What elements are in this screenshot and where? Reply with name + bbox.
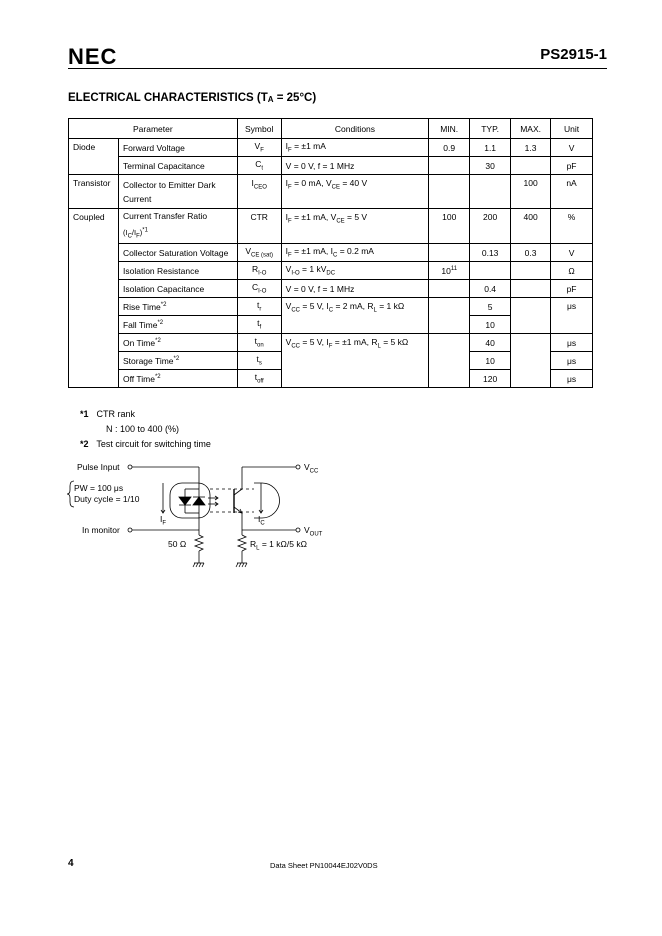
max-cell: 400 [511, 209, 551, 244]
symbol-cell [237, 334, 281, 352]
cond-sub: F [288, 184, 292, 191]
pulse-input-label: Pulse Input [77, 462, 120, 472]
cond: = ±1 mA, R [332, 337, 378, 347]
min-cell: 0.9 [429, 139, 470, 157]
cond: I [285, 178, 289, 188]
min-exp: 11 [450, 265, 458, 272]
in-monitor-terminal [128, 528, 132, 532]
cond-sub: L [377, 343, 381, 350]
duty-label: Duty cycle = 1/10 [74, 494, 140, 504]
param: Fall Time [122, 319, 158, 330]
cond: I [285, 141, 289, 152]
p2-mid: /I [131, 227, 137, 237]
max-cell [511, 280, 551, 298]
table-row [69, 334, 593, 352]
cond: I [285, 212, 289, 222]
sym-sub: t [261, 165, 264, 172]
sym: I [251, 178, 254, 188]
sym-sub: off [257, 378, 264, 385]
symbol-cell [237, 262, 281, 280]
sym-sub: CE (sat) [251, 252, 274, 259]
param-cell: Forward Voltage [118, 139, 237, 157]
footnote-ref: *2 [155, 337, 161, 344]
param-cell [118, 298, 237, 316]
cond-sub: F [288, 252, 292, 259]
max-cell: 1.3 [511, 139, 551, 157]
min-cell [429, 262, 470, 280]
sym: t [254, 336, 258, 347]
led-2-icon [193, 497, 205, 505]
symbol-cell [237, 157, 281, 175]
led-1-icon [179, 497, 191, 505]
table-row [69, 175, 593, 209]
max-cell: 100 [511, 175, 551, 209]
part-number: PS2915-1 [540, 46, 607, 63]
sym: t [257, 300, 260, 311]
unit-cell: V [551, 244, 593, 262]
if: I [160, 514, 163, 524]
cond-sub: F [328, 343, 333, 350]
footnote-ref: *2 [157, 319, 164, 326]
sym-sub: I-O [258, 288, 267, 295]
sym: C [255, 159, 262, 170]
unit-cell: nA [551, 175, 593, 209]
sym: V [245, 246, 252, 257]
cond-sub: DC [326, 270, 336, 277]
vcc-label [304, 462, 318, 475]
header-unit: Unit [551, 119, 593, 139]
note-1 [80, 407, 211, 422]
param: Off Time [122, 373, 155, 384]
header-rule [68, 68, 607, 69]
category-coupled: Coupled [69, 209, 119, 388]
typ-cell: 200 [470, 209, 511, 244]
unit-cell: % [551, 209, 593, 244]
ic-sub: C [260, 520, 265, 527]
param-cell: Collector to Emitter Dark Current [118, 175, 237, 209]
p2-sub1: C [127, 233, 132, 239]
typ-cell: 1.1 [470, 139, 511, 157]
footnote-ref: *2 [160, 301, 167, 308]
table-row [69, 262, 593, 280]
cond: = 5 kΩ [380, 337, 409, 347]
table-row [69, 209, 593, 244]
ic: I [258, 514, 261, 524]
cond: V [285, 337, 292, 347]
typ-cell: 30 [470, 157, 511, 175]
typ-cell [470, 262, 511, 280]
unit-cell: μs [551, 352, 593, 370]
condition-cell: V = 0 V, f = 1 MHz [281, 280, 429, 298]
param-cell [118, 334, 237, 352]
min-cell [429, 334, 470, 388]
sym-sub: F [260, 147, 264, 154]
min-cell [429, 157, 470, 175]
unit-cell: V [551, 139, 593, 157]
min-cell [429, 298, 470, 334]
footnote-ref: *1 [142, 227, 148, 233]
cond: I [285, 246, 289, 257]
max-cell: 0.3 [511, 244, 551, 262]
sym: R [251, 264, 259, 275]
symbol-cell [237, 244, 281, 262]
symbol-cell: CTR [237, 209, 281, 244]
cond: V [285, 301, 292, 311]
optocoupler-package-right [254, 483, 279, 518]
typ-cell: 40 [470, 334, 511, 352]
header-min: MIN. [429, 119, 470, 139]
rl-sub: L [256, 545, 260, 552]
cond: V [285, 264, 292, 275]
table-row [69, 244, 593, 262]
table-row [69, 157, 593, 175]
category-diode: Diode [69, 139, 119, 175]
cond: = 0.2 mA [337, 246, 374, 257]
typ-cell: 10 [470, 316, 511, 334]
sym: t [256, 354, 259, 365]
cond-sub: CE [336, 218, 345, 225]
ic-label [258, 514, 265, 527]
note-1-detail: N : 100 to 400 (%) [106, 424, 180, 434]
max-cell [511, 334, 551, 388]
vout: V [304, 525, 310, 535]
electrical-characteristics-table [68, 118, 593, 388]
header-symbol: Symbol [237, 119, 281, 139]
note-mark: *2 [80, 439, 89, 449]
nec-logo: NEC [68, 44, 118, 69]
cond-sub: C [328, 307, 334, 314]
sym: t [254, 372, 258, 383]
param: Rise Time [122, 301, 161, 312]
param-line2 [123, 228, 148, 237]
title-sub: A [267, 95, 274, 104]
rl-label [250, 539, 307, 552]
cond-sub: CC [291, 343, 301, 350]
symbol-cell [237, 280, 281, 298]
symbol-cell [237, 298, 281, 316]
table-row [69, 298, 593, 316]
condition-cell [281, 298, 429, 334]
sym-sub: f [259, 324, 262, 331]
vout-label [304, 525, 322, 538]
category-transistor: Transistor [69, 175, 119, 209]
typ-cell: 0.4 [470, 280, 511, 298]
symbol-cell [237, 352, 281, 370]
max-cell [511, 298, 551, 334]
sym-sub: r [259, 306, 262, 313]
min-cell [429, 175, 470, 209]
cond: = 1 kΩ [376, 301, 405, 311]
typ-cell: 10 [470, 352, 511, 370]
param-cell: Collector Saturation Voltage [118, 244, 237, 262]
sym: C [251, 282, 259, 293]
sym-sub: s [258, 360, 262, 367]
pulse-input-terminal [128, 465, 132, 469]
if-label [160, 514, 166, 527]
sym: t [257, 318, 260, 329]
cond: = 0 mA, V [291, 178, 332, 188]
title-main: ELECTRICAL CHARACTERISTICS (T [68, 92, 268, 104]
param-line1: Current Transfer Ratio [122, 211, 208, 221]
cond-sub: CC [291, 307, 301, 314]
max-cell [511, 157, 551, 175]
max-cell [511, 262, 551, 280]
cond: = ±1 mA, I [291, 246, 333, 257]
switching-test-circuit [66, 455, 366, 580]
rl-rest: = 1 kΩ/5 kΩ [259, 539, 307, 549]
condition-cell: V = 0 V, f = 1 MHz [281, 157, 429, 175]
unit-cell: μs [551, 298, 593, 334]
param-cell [118, 209, 237, 244]
vcc: V [304, 462, 310, 472]
sym-sub: CEO [253, 184, 267, 191]
min-cell [429, 280, 470, 298]
vout-terminal [296, 528, 300, 532]
if-sub: F [162, 520, 167, 527]
cond: = 40 V [339, 178, 368, 188]
condition-cell [281, 175, 429, 209]
resistor-50-ohm [195, 535, 203, 551]
cond: = 2 mA, R [333, 301, 374, 311]
typ-cell: 120 [470, 370, 511, 388]
unit-cell: pF [551, 157, 593, 175]
condition-cell [281, 334, 429, 388]
param-cell [118, 352, 237, 370]
section-title [68, 92, 316, 104]
sym: V [254, 141, 261, 152]
param: Storage Time [122, 355, 174, 366]
note-text: CTR rank [96, 409, 136, 419]
resistor-rl [238, 535, 246, 551]
symbol-cell [237, 139, 281, 157]
vcc-terminal [296, 465, 300, 469]
p2-end: ) [139, 227, 143, 237]
symbol-cell [237, 316, 281, 334]
min-cell: 100 [429, 209, 470, 244]
typ-cell: 0.13 [470, 244, 511, 262]
param-cell: Isolation Resistance [118, 262, 237, 280]
param-cell: Terminal Capacitance [118, 157, 237, 175]
cond-sub: F [288, 218, 292, 225]
cond: = ±1 mA, V [291, 212, 337, 222]
header-conditions: Conditions [281, 119, 429, 139]
header-max: MAX. [511, 119, 551, 139]
cond-sub: L [373, 307, 377, 314]
table-row [69, 139, 593, 157]
min-cell [429, 244, 470, 262]
sym-sub: on [257, 342, 264, 349]
page-number: 4 [68, 858, 74, 869]
unit-cell: pF [551, 280, 593, 298]
symbol-cell [237, 370, 281, 388]
param-cell: Isolation Capacitance [118, 280, 237, 298]
cond-rest: = ±1 mA [291, 141, 326, 152]
note-2 [80, 437, 211, 452]
condition-cell [281, 262, 429, 280]
cond: = 5 V [344, 212, 368, 222]
p2-sub2: F [136, 233, 140, 239]
pw-label: PW = 100 μs [74, 483, 124, 493]
in-monitor-label: In monitor [82, 525, 120, 535]
condition-cell [281, 244, 429, 262]
footnotes [80, 407, 211, 452]
typ-cell: 5 [470, 298, 511, 316]
cond: = 1 kV [299, 264, 327, 275]
vout-sub: OUT [309, 531, 323, 538]
document-number: Data Sheet PN10044EJ02V0DS [270, 861, 378, 870]
r50-label: 50 Ω [168, 539, 187, 549]
symbol-cell [237, 175, 281, 209]
unit-cell: μs [551, 370, 593, 388]
cond-sub: I-O [291, 270, 300, 277]
sym-sub: I-O [258, 270, 267, 277]
cond-sub: CE [331, 184, 340, 191]
unit-cell: Ω [551, 262, 593, 280]
cond: = 5 V, I [300, 337, 329, 347]
cond-sub: F [288, 147, 292, 154]
table-row [69, 280, 593, 298]
param-cell [118, 370, 237, 388]
brace [67, 481, 74, 507]
note-text: Test circuit for switching time [96, 439, 211, 449]
header-parameter: Parameter [69, 119, 238, 139]
table-header-row [69, 119, 593, 139]
footnote-ref: *2 [154, 373, 161, 380]
cond-sub: C [333, 252, 338, 259]
header-typ: TYP. [470, 119, 511, 139]
condition-cell [281, 209, 429, 244]
condition-cell [281, 139, 429, 157]
note-mark: *1 [80, 409, 89, 419]
vcc-sub: CC [309, 468, 319, 475]
param-cell [118, 316, 237, 334]
p2a: (I [122, 227, 128, 237]
title-end: = 25°C) [273, 92, 317, 104]
rl: R [250, 539, 257, 549]
cond: = 5 V, I [300, 301, 329, 311]
footnote-ref: *2 [173, 355, 180, 362]
unit-cell: μs [551, 334, 593, 352]
min-val: 10 [441, 265, 451, 276]
param: On Time [122, 337, 156, 348]
typ-cell [470, 175, 511, 209]
